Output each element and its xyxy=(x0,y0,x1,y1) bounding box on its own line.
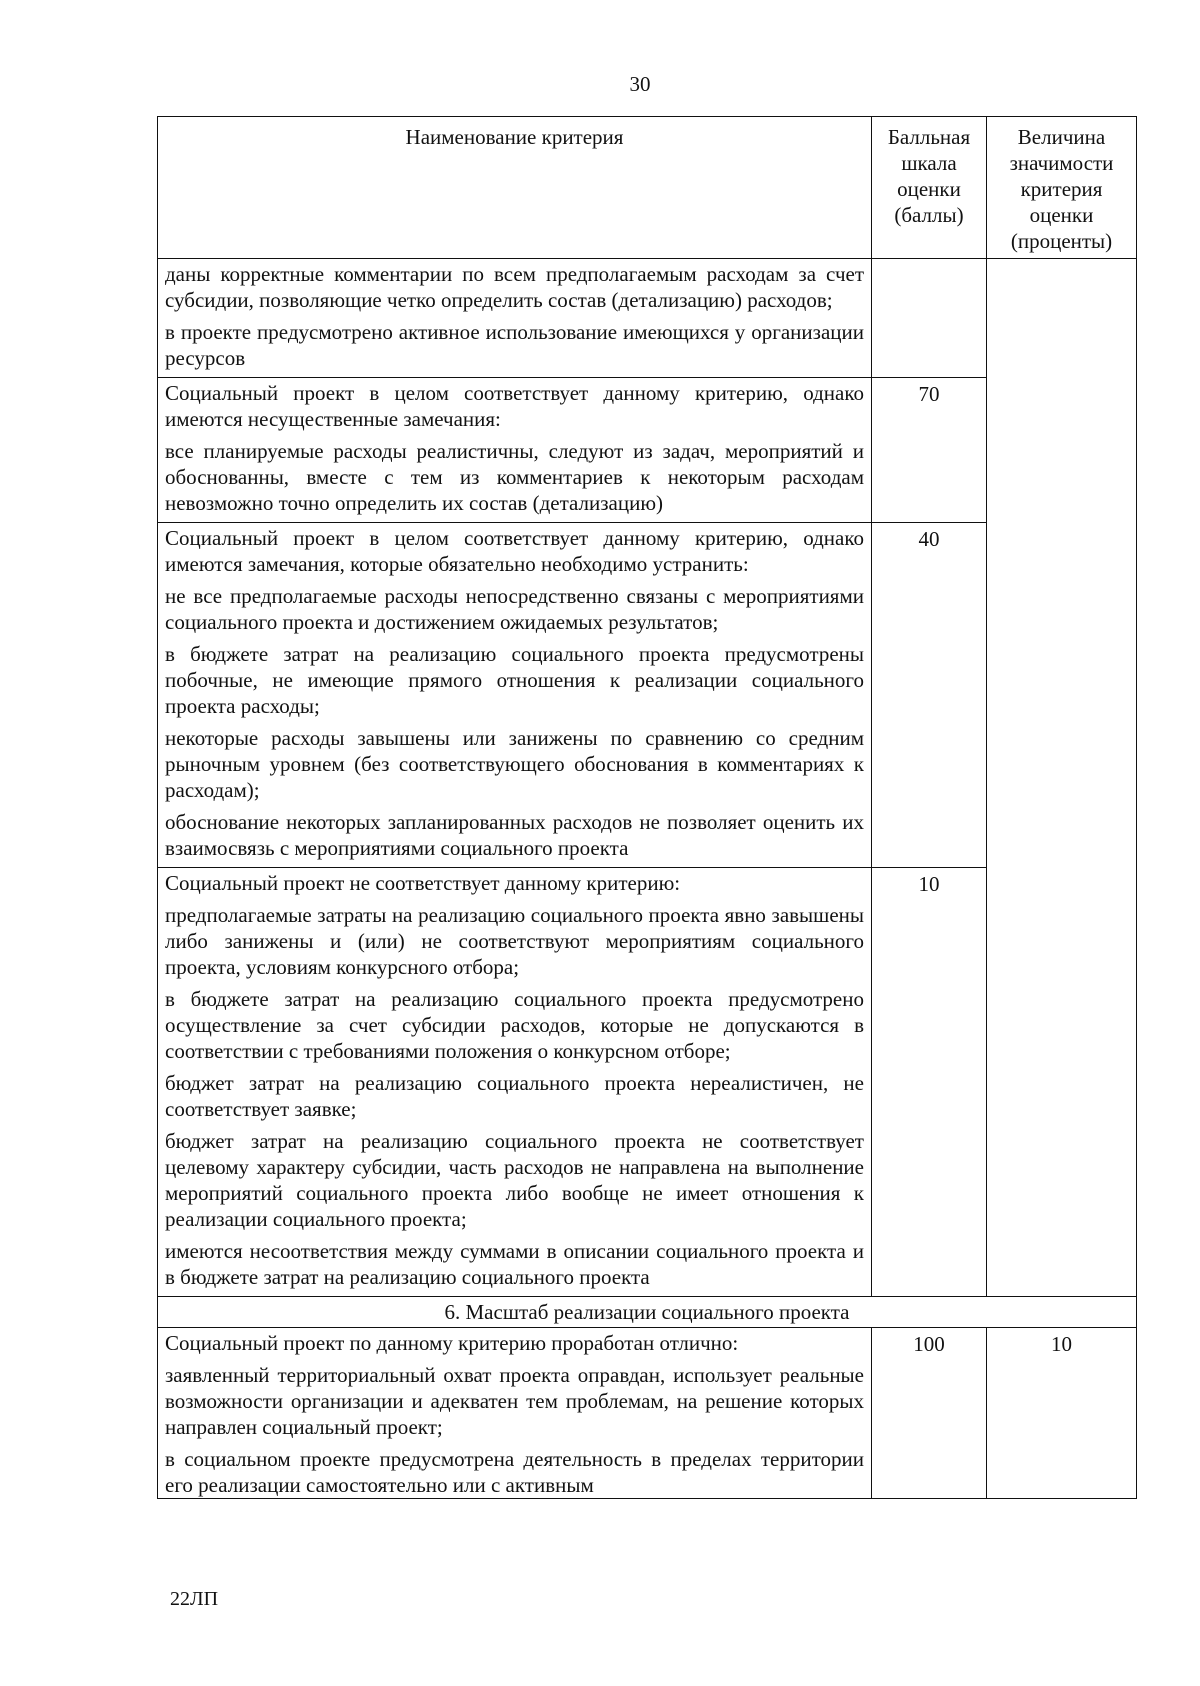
table-row xyxy=(158,259,1137,378)
score-cell: 10 xyxy=(872,868,987,1297)
criterion-paragraph: некоторые расходы завышены или занижены по сравнению со средним рыночным уровнем (без соответствующего обоснования в комментариях к расходам); xyxy=(165,726,864,802)
criterion-paragraph: бюджет затрат на реализацию социального проекта нереалистичен, не соответствует заявке; xyxy=(165,1071,864,1121)
criterion-paragraph: не все предполагаемые расходы непосредственно связаны с мероприятиями социального проекта и достижением ожидаемых результатов; xyxy=(165,584,864,634)
header-weight: Величина значимости критерия оценки (проценты) xyxy=(987,117,1137,259)
weight-cell xyxy=(987,259,1137,1297)
criterion-paragraph: Социальный проект в целом соответствует данному критерию, однако имеются замечания, которые обязательно необходимо устранить: xyxy=(165,526,864,576)
section-title: 6. Масштаб реализации социального проекта xyxy=(158,1297,1137,1328)
criterion-paragraph: бюджет затрат на реализацию социального проекта не соответствует целевому характеру субсидии, часть расходов не направлена на выполнение мероприятий социального проекта либо вообще не имеет отношения к реализации социального проекта; xyxy=(165,1129,864,1231)
header-score-scale: Балльная шкала оценки (баллы) xyxy=(872,117,987,259)
criterion-paragraph: предполагаемые затраты на реализацию социального проекта явно завышены либо занижены и (или) не соответствуют мероприятиям социального проекта, условиям конкурсного отбора; xyxy=(165,903,864,979)
weight-cell: 10 xyxy=(987,1328,1137,1499)
criterion-cell xyxy=(158,523,872,868)
page-number: 30 xyxy=(629,72,651,96)
criterion-cell xyxy=(158,1328,872,1499)
criterion-paragraph: обоснование некоторых запланированных расходов не позволяет оценить их взаимосвязь с мероприятиями социального проекта xyxy=(165,810,864,860)
score-cell xyxy=(872,259,987,378)
criteria-table xyxy=(157,116,1137,1499)
criterion-cell xyxy=(158,259,872,378)
criterion-paragraph: имеются несоответствия между суммами в описании социального проекта и в бюджете затрат на реализацию социального проекта xyxy=(165,1239,864,1289)
header-criterion: Наименование критерия xyxy=(158,117,872,259)
document-code: 22ЛП xyxy=(170,1588,219,1610)
criterion-paragraph: в бюджете затрат на реализацию социального проекта предусмотрено осуществление за счет субсидии расходов, которые не допускаются в соответствии с требованиями положения о конкурсном отборе; xyxy=(165,987,864,1063)
section-header-row xyxy=(158,1297,1137,1328)
criterion-paragraph: все планируемые расходы реалистичны, следуют из задач, мероприятий и обоснованны, вместе с тем из комментариев к некоторым расходам невозможно точно определить их состав (детализацию) xyxy=(165,439,864,515)
criterion-paragraph: Социальный проект не соответствует данному критерию: xyxy=(165,871,681,895)
criterion-paragraph: даны корректные комментарии по всем предполагаемым расходам за счет субсидии, позволяющие четко определить состав (детализацию) расходов; xyxy=(165,262,864,312)
score-cell: 40 xyxy=(872,523,987,868)
table-row xyxy=(158,1328,1137,1499)
criterion-cell xyxy=(158,868,872,1297)
table-header-row xyxy=(158,117,1137,259)
criterion-paragraph: Социальный проект по данному критерию проработан отлично: xyxy=(165,1331,739,1355)
criterion-paragraph: в проекте предусмотрено активное использование имеющихся у организации ресурсов xyxy=(165,320,864,370)
score-cell: 70 xyxy=(872,378,987,523)
criterion-paragraph: заявленный территориальный охват проекта оправдан, использует реальные возможности организации и адекватен тем проблемам, на решение которых направлен социальный проект; xyxy=(165,1363,864,1439)
criterion-cell xyxy=(158,378,872,523)
score-cell: 100 xyxy=(872,1328,987,1499)
criterion-paragraph: в социальном проекте предусмотрена деятельность в пределах территории его реализации самостоятельно или с активным xyxy=(165,1447,864,1497)
criterion-paragraph: в бюджете затрат на реализацию социального проекта предусмотрены побочные, не имеющие прямого отношения к реализации социального проекта расходы; xyxy=(165,642,864,718)
criterion-paragraph: Социальный проект в целом соответствует данному критерию, однако имеются несущественные замечания: xyxy=(165,381,864,431)
